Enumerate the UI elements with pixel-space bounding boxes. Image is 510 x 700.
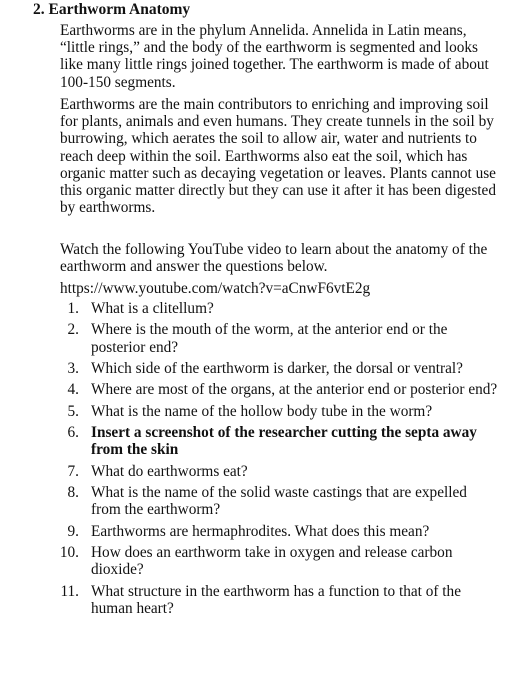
question-text: What is the name of the solid waste castings that are expelled from the earthworm? (91, 484, 467, 519)
question-text: What is a clitellum? (91, 300, 214, 317)
question-item (60, 381, 500, 398)
question-number: 6. (67, 424, 79, 442)
question-item (60, 583, 500, 617)
section-heading: 2. Earthworm Anatomy (33, 1, 191, 18)
question-text: What structure in the earthworm has a function to that of the human heart? (91, 582, 461, 617)
soil-paragraph: Earthworms are the main contributors to enriching and improving soil for plants, animals and even humans. They create tunnels in the soil by burrowing, which aerates the soil to allow air, water and nutrients to reach deep within the soil. Earthworms also eat the soil, which has organic matter such as decaying vegetation or leaves. Plants cannot use this organic matter directly but they can use it after it has been digested by earthworms. (60, 96, 496, 217)
question-number: 5. (67, 402, 79, 420)
question-item (60, 300, 500, 317)
question-text: What do earthworms eat? (91, 462, 248, 480)
intro-paragraph: Earthworms are in the phylum Annelida. Annelida in Latin means, “little rings,” and the body of the earthworm is segmented and looks like many little rings joined together. The earthworm is made of about 100-150 segments. (60, 22, 489, 91)
question-item (60, 424, 500, 458)
question-item (60, 544, 500, 578)
question-text: Where are most of the organs, at the anterior end or posterior end? (91, 381, 498, 399)
question-text: How does an earthworm take in oxygen and release carbon dioxide? (91, 544, 453, 579)
question-item (60, 463, 500, 480)
question-number: 3. (67, 359, 79, 377)
question-text: Where is the mouth of the worm, at the anterior end or the posterior end? (91, 321, 448, 356)
question-number: 2. (67, 321, 79, 339)
question-number: 4. (67, 381, 79, 399)
question-item (60, 523, 500, 540)
question-number: 7. (67, 462, 79, 480)
question-text-bold: Insert a screenshot of the researcher cutting the septa away from the skin (91, 424, 477, 459)
question-number: 9. (67, 522, 79, 540)
question-number: 1. (67, 300, 79, 317)
question-list (60, 300, 500, 621)
question-text: Earthworms are hermaphrodites. What does this mean? (91, 522, 430, 540)
question-number: 10. (59, 544, 79, 562)
question-number: 8. (67, 484, 79, 502)
video-url-link[interactable]: https://www.youtube.com/watch?v=aCnwF6vtE2g (60, 280, 371, 297)
question-item (60, 484, 500, 518)
question-item (60, 360, 500, 377)
question-text: What is the name of the hollow body tube in the worm? (91, 402, 433, 420)
question-item (60, 403, 500, 420)
question-number: 11. (60, 582, 79, 600)
video-instructions-paragraph: Watch the following YouTube video to learn about the anatomy of the earthworm and answer the questions below. (60, 241, 488, 276)
question-text: Which side of the earthworm is darker, the dorsal or ventral? (91, 359, 463, 377)
question-item (60, 321, 500, 355)
